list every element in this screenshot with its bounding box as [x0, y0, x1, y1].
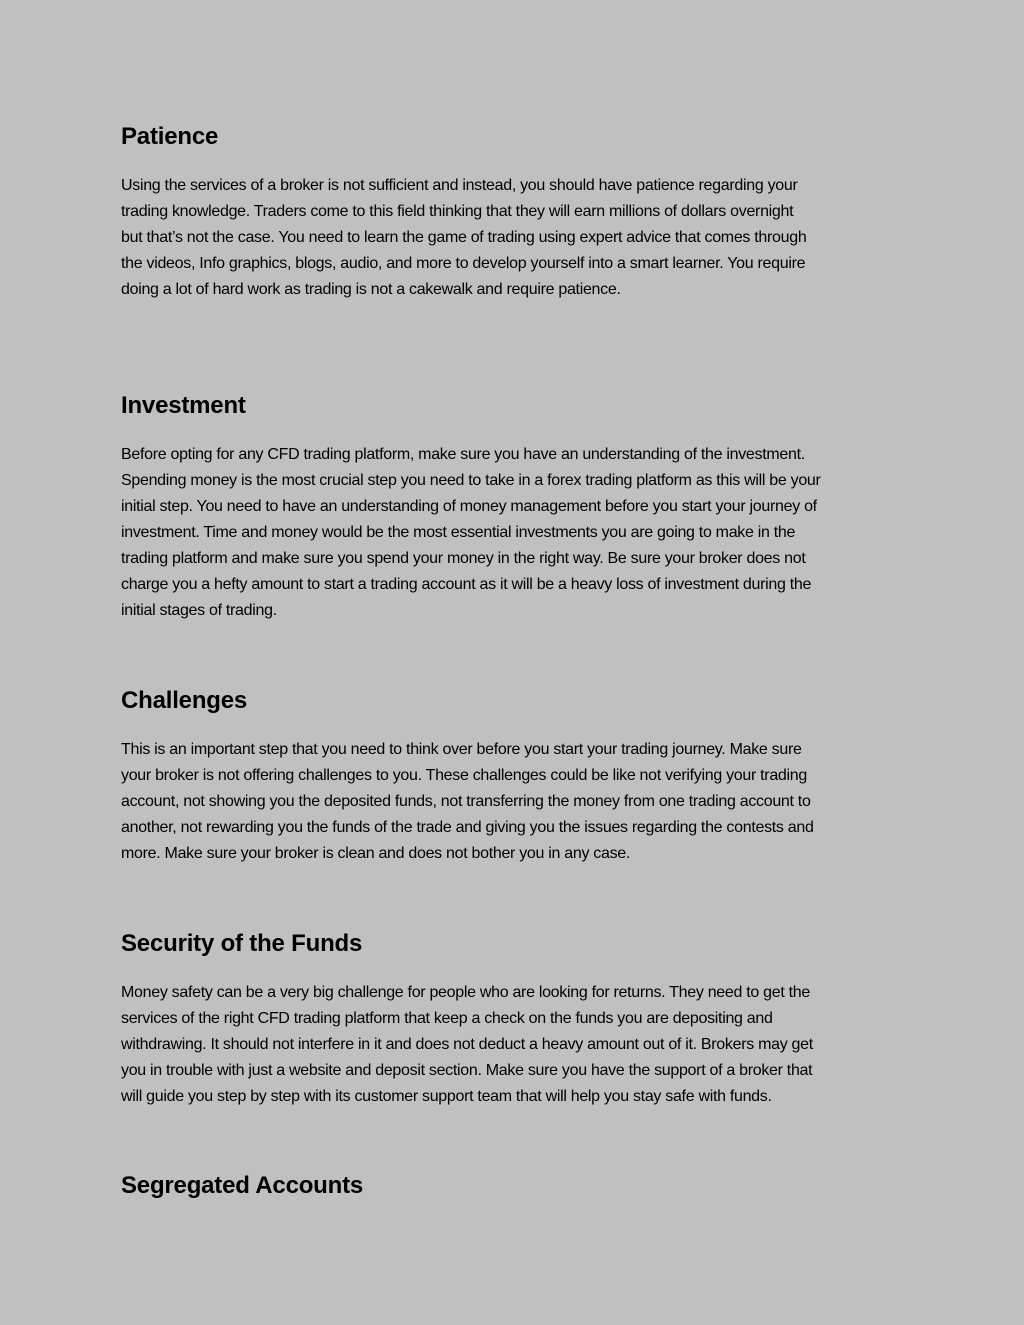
section-paragraph: [121, 737, 911, 867]
paragraph-line: but that’s not the case. You need to learn the game of trading using expert advice that comes through: [121, 229, 807, 246]
section-heading: Security of the Funds: [121, 930, 363, 957]
section-challenges: [121, 686, 911, 867]
paragraph-line: Using the services of a broker is not sufficient and instead, you should have patience regarding your: [121, 177, 798, 194]
paragraph-line: account, not showing you the deposited funds, not transferring the money from one trading account to: [121, 793, 811, 810]
paragraph-line: your broker is not offering challenges to you. These challenges could be like not verifying your trading: [121, 767, 807, 784]
section-paragraph: [121, 173, 911, 303]
section-security-of-funds: [121, 929, 911, 1110]
section-heading: Investment: [121, 392, 246, 419]
paragraph-line: withdrawing. It should not interfere in it and does not deduct a heavy amount out of it. Brokers may get: [121, 1036, 813, 1053]
paragraph-line: initial step. You need to have an understanding of money management before you start your journey of: [121, 498, 817, 515]
paragraph-line: doing a lot of hard work as trading is not a cakewalk and require patience.: [121, 281, 621, 298]
paragraph-line: another, not rewarding you the funds of the trade and giving you the issues regarding the contests and: [121, 819, 814, 836]
section-investment: [121, 391, 911, 624]
section-heading: Patience: [121, 123, 219, 150]
paragraph-line: services of the right CFD trading platform that keep a check on the funds you are depositing and: [121, 1010, 773, 1027]
section-paragraph: [121, 442, 911, 624]
section-segregated-accounts: [121, 1171, 911, 1201]
section-paragraph: [121, 980, 911, 1110]
paragraph-line: charge you a hefty amount to start a trading account as it will be a heavy loss of investment during the: [121, 576, 812, 593]
paragraph-line: investment. Time and money would be the most essential investments you are going to make in the: [121, 524, 796, 541]
paragraph-line: more. Make sure your broker is clean and does not bother you in any case.: [121, 845, 631, 862]
section-heading: Segregated Accounts: [121, 1172, 364, 1199]
paragraph-line: you in trouble with just a website and deposit section. Make sure you have the support of a broker that: [121, 1062, 813, 1079]
paragraph-line: initial stages of trading.: [121, 602, 277, 619]
paragraph-line: the videos, Info graphics, blogs, audio, and more to develop yourself into a smart learner. You require: [121, 255, 806, 272]
paragraph-line: trading knowledge. Traders come to this field thinking that they will earn millions of dollars overnight: [121, 203, 794, 220]
section-heading: Challenges: [121, 687, 248, 714]
paragraph-line: This is an important step that you need to think over before you start your trading journey. Make sure: [121, 741, 802, 758]
paragraph-line: Spending money is the most crucial step you need to take in a forex trading platform as this will be your: [121, 472, 821, 489]
paragraph-line: Money safety can be a very big challenge for people who are looking for returns. They need to get the: [121, 984, 810, 1001]
paragraph-line: trading platform and make sure you spend your money in the right way. Be sure your broker does not: [121, 550, 806, 567]
paragraph-line: will guide you step by step with its customer support team that will help you stay safe with funds.: [121, 1088, 772, 1105]
section-patience: [121, 122, 911, 303]
paragraph-line: Before opting for any CFD trading platform, make sure you have an understanding of the investment.: [121, 446, 805, 463]
